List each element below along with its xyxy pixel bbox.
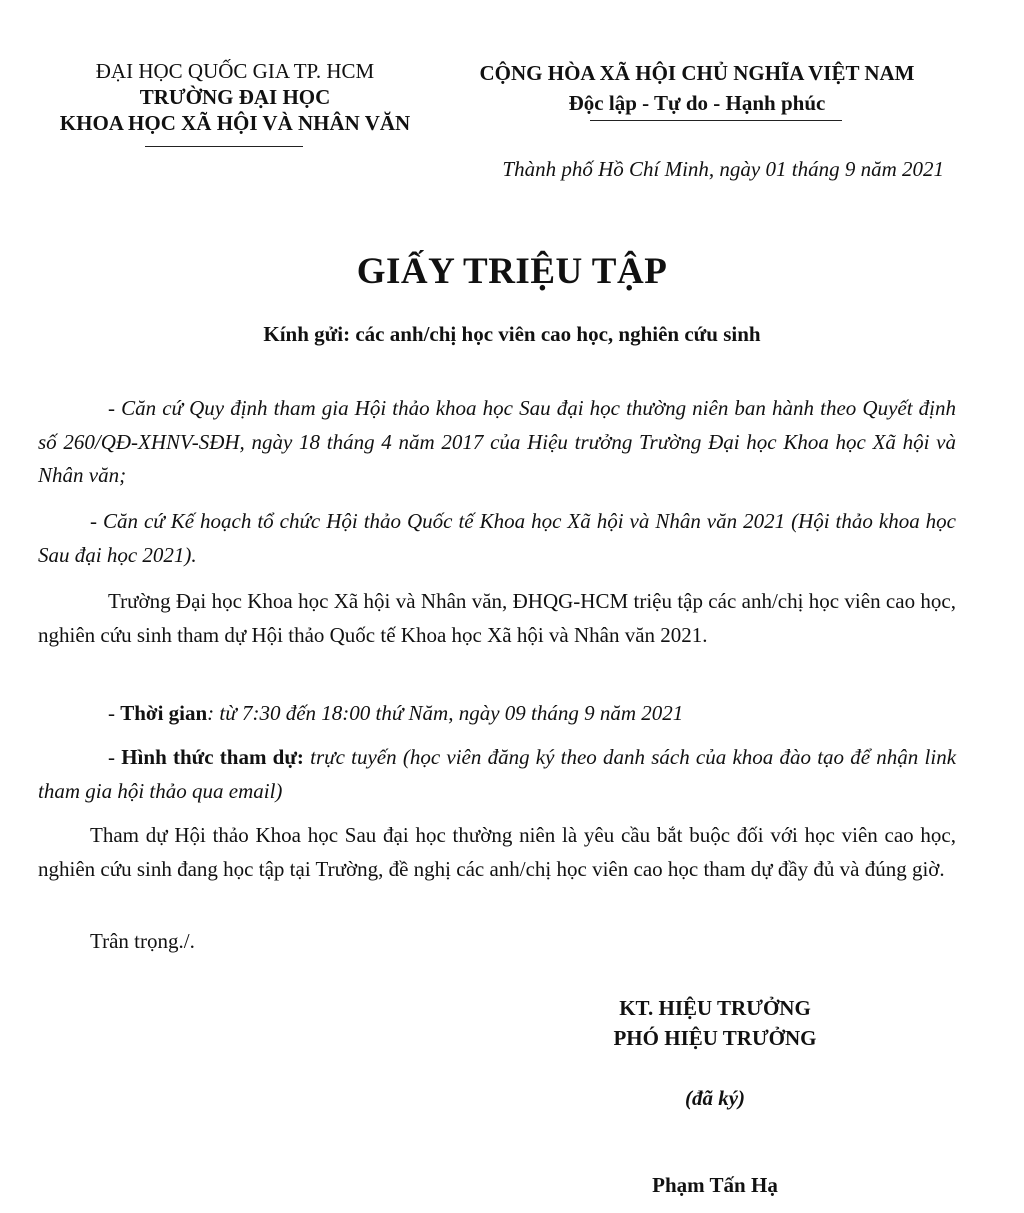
org-line-3: KHOA HỌC XÃ HỘI VÀ NHÂN VĂN — [59, 111, 411, 135]
time-prefix: - — [108, 701, 121, 725]
format-label: Hình thức tham dự: — [121, 745, 304, 769]
time-label: Thời gian — [120, 701, 208, 725]
org-line-1: ĐẠI HỌC QUỐC GIA TP. HCM — [95, 59, 375, 83]
format-prefix: - — [108, 745, 122, 769]
signature-title-2: PHÓ HIỆU TRƯỞNG — [613, 1026, 817, 1050]
national-line-2: Độc lập - Tự do - Hạnh phúc — [568, 91, 826, 115]
signer-name: Phạm Tấn Hạ — [652, 1173, 778, 1197]
issuing-organization — [30, 58, 440, 136]
national-motto — [440, 58, 954, 118]
format-value: trực tuyến (học viên đăng ký theo danh sách của khoa đào tạo để nhận link tham gia hội thảo qua email) — [38, 745, 957, 803]
basis-paragraph-1: - Căn cứ Quy định tham gia Hội thảo khoa học Sau đại học thường niên ban hành theo Quyết định số 260/QĐ-XHNV-SĐH, ngày 18 tháng 4 năm 2017 của Hiệu trưởng Trường Đại học Khoa học Xã hội và Nhân văn; — [38, 396, 956, 487]
document-date: Thành phố Hồ Chí Minh, ngày 01 tháng 9 năm 2021 — [502, 157, 944, 181]
time-paragraph — [38, 697, 956, 731]
motto-underline — [590, 120, 842, 121]
closing-line: Trân trọng./. — [90, 929, 195, 953]
org-underline — [145, 146, 303, 147]
org-line-2: TRƯỜNG ĐẠI HỌC — [139, 85, 331, 109]
document-title: GIẤY TRIỆU TẬP — [356, 251, 668, 292]
recipient-line: Kính gửi: các anh/chị học viên cao học, nghiên cứu sinh — [263, 322, 761, 346]
format-paragraph — [38, 741, 956, 808]
basis-paragraph-2: - Căn cứ Kế hoạch tổ chức Hội thảo Quốc tế Khoa học Xã hội và Nhân văn 2021 (Hội thảo khoa học Sau đại học 2021). — [38, 509, 956, 567]
summons-paragraph: Trường Đại học Khoa học Xã hội và Nhân văn, ĐHQG-HCM triệu tập các anh/chị học viên cao học, nghiên cứu sinh tham dự Hội thảo Quốc tế Khoa học Xã hội và Nhân văn 2021. — [38, 589, 956, 647]
national-line-1: CỘNG HÒA XÃ HỘI CHỦ NGHĨA VIỆT NAM — [479, 61, 915, 85]
time-value: : từ 7:30 đến 18:00 thứ Năm, ngày 09 tháng 9 năm 2021 — [207, 701, 684, 725]
signature-title-1: KT. HIỆU TRƯỞNG — [619, 996, 811, 1020]
requirement-paragraph: Tham dự Hội thảo Khoa học Sau đại học thường niên là yêu cầu bắt buộc đối với học viên cao học, nghiên cứu sinh đang học tập tại Trường, đề nghị các anh/chị học viên cao học tham dự đầy đủ và đúng giờ. — [38, 823, 956, 881]
signed-note: (đã ký) — [684, 1086, 746, 1110]
